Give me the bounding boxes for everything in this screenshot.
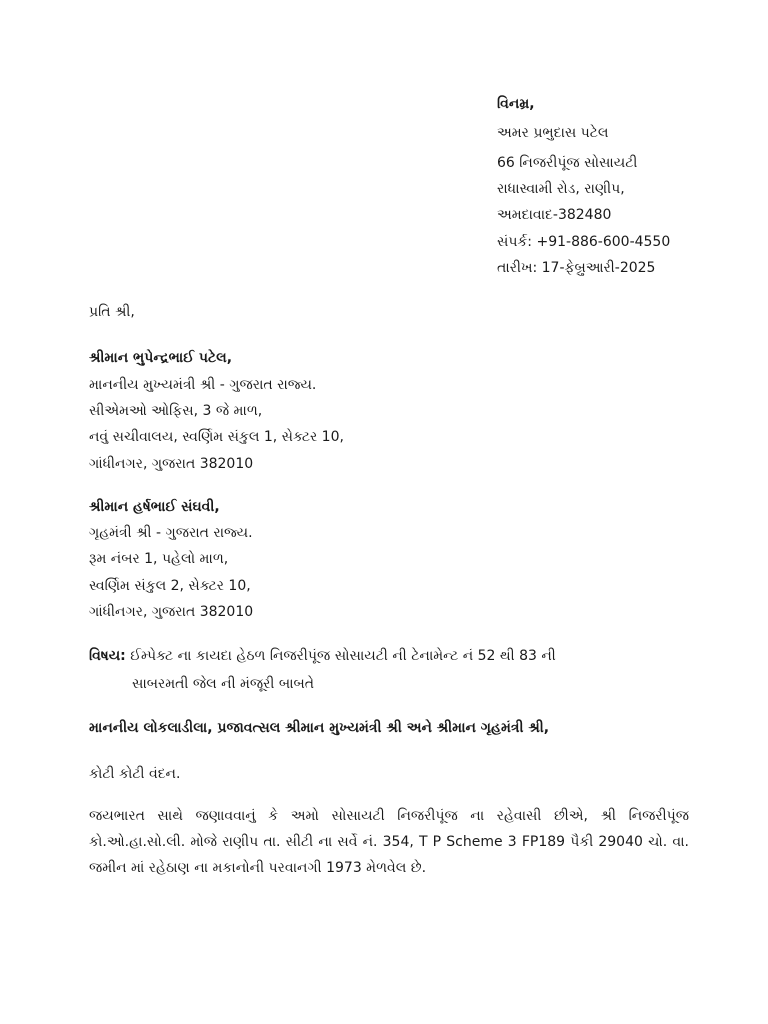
sender-address-line3: અમદાવાદ-382480 xyxy=(497,207,612,223)
recipient-2-line2: રૂમ નંબર 1, પહેલો માળ, xyxy=(89,551,229,567)
respects: કોટી કોટી વંદન. xyxy=(89,766,181,782)
recipient-1-line4: ગાંધીનગર, ગુજરાત 382010 xyxy=(89,456,254,472)
salutation-to: પ્રતિ શ્રી, xyxy=(89,304,135,320)
body-line2: કો.ઓ.હા.સો.લી. મોજે રાણીપ તા. સીટી ના સર્વે નં. 354, T P Scheme 3 FP189 પૈકી 29040 ચો. વા. xyxy=(89,834,689,850)
recipient-2-line1: ગૃહમંત્રી શ્રી - ગુજરાત રાજ્ય. xyxy=(89,525,253,541)
recipient-1-line3: નવું સચીવાલય, સ્વર્ણિમ સંકુલ 1, સેક્ટર 10, xyxy=(89,429,344,445)
subject-line1 xyxy=(89,646,556,666)
recipient-2-name: શ્રીમાન હર્ષભાઈ સંઘવી, xyxy=(89,499,220,515)
body-line3: જમીન માં રહેઠાણ ના મકાનોની પરવાનગી 1973 મેળવેલ છે. xyxy=(89,860,427,876)
recipient-1-name: શ્રીમાન ભુપેન્દ્રભાઈ પટેલ, xyxy=(89,350,233,366)
body-paragraph xyxy=(89,803,689,881)
subject-text-line2: સાબરમતી જેલ ની મંજૂરી બાબતે xyxy=(132,676,315,692)
sender-address-line2: રાધાસ્વામી રોડ, રાણીપ, xyxy=(497,181,625,197)
sender-name: અમર પ્રભુદાસ પટેલ xyxy=(497,125,609,141)
recipient-2-line4: ગાંધીનગર, ગુજરાત 382010 xyxy=(89,604,254,620)
subject-label: વિષય: xyxy=(89,648,126,664)
body-line1: જયભારત સાથે જણાવવાનું કે અમો સોસાયટી નિજરીપૂંજ ના રહેવાસી છીએ, શ્રી નિજરીપૂંજ xyxy=(89,808,689,824)
sender-address-line1: 66 નિજરીપૂંજ સોસાયટી xyxy=(497,155,638,171)
recipient-1-line2: સીએમઓ ઓફિસ, 3 જે માળ, xyxy=(89,403,263,419)
closing-text: વિનમ્ર, xyxy=(497,96,535,112)
sender-contact: સંપર્ક: +91-886-600-4550 xyxy=(497,234,671,250)
letter-date: તારીખ: 17-ફેબ્રુઆરી-2025 xyxy=(497,260,656,276)
subject-text-line1: ઈમ્પેક્ટ ના કાયદા હેઠળ નિજરીપૂંજ સોસાયટી ની ટેનામેન્ટ નં 52 થી 83 ની xyxy=(130,648,556,664)
greeting: માનનીય લોકલાડીલા, પ્રજાવત્સલ શ્રીમાન મુખ્યમંત્રી શ્રી અને શ્રીમાન ગૃહમંત્રી શ્રી, xyxy=(89,720,550,736)
recipient-1-line1: માનનીય મુખ્યમંત્રી શ્રી - ગુજરાત રાજ્ય. xyxy=(89,377,317,393)
recipient-2-line3: સ્વર્ણિમ સંકુલ 2, સેક્ટર 10, xyxy=(89,578,251,594)
